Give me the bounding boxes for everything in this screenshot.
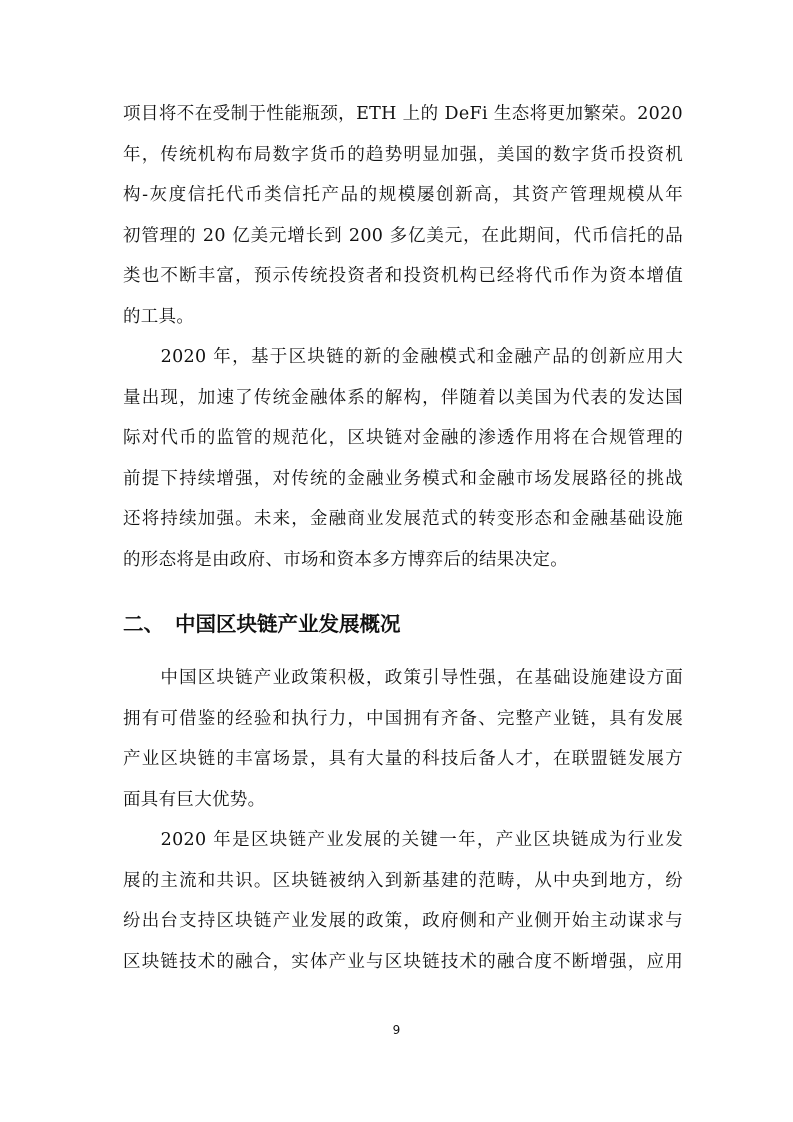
paragraph-line: 还将持续加强。未来，金融商业发展范式的转变形态和金融基础设施 (123, 509, 683, 529)
paragraph-line: 面具有巨大优势。 (123, 789, 266, 810)
section-number: 二、 (123, 612, 164, 636)
paragraph-line: 纷出台支持区块链产业发展的政策，政府侧和产业侧开始主动谋求与 (123, 911, 683, 931)
paragraph-line: 构-灰度信托代币类信托产品的规模屡创新高，其资产管理规模从年 (123, 185, 683, 205)
paragraph-1 (123, 94, 683, 337)
paragraph-line: 区块链技术的融合，实体产业与区块链技术的融合度不断增强，应用 (123, 951, 683, 972)
paragraph-line: 前提下持续增强，对传统的金融业务模式和金融市场发展路径的挑战 (123, 468, 683, 489)
paragraph-line: 年，传统机构布局数字货币的趋势明显加强，美国的数字货币投资机 (123, 144, 683, 165)
paragraph-3 (123, 658, 683, 820)
section-title: 中国区块链产业发展概况 (175, 612, 401, 636)
paragraph-line: 2020 年是区块链产业发展的关键一年，产业区块链成为行业发 (123, 830, 683, 850)
paragraph-line: 产业区块链的丰富场景，具有大量的科技后备人才，在联盟链发展方 (123, 749, 683, 769)
paragraph-2 (123, 337, 683, 580)
paragraph-4 (123, 820, 683, 982)
paragraph-line: 际对代币的监管的规范化，区块链对金融的渗透作用将在合规管理的 (123, 428, 683, 448)
page-number: 9 (392, 1023, 401, 1037)
section-heading (123, 610, 401, 638)
paragraph-line: 中国区块链产业政策积极，政策引导性强，在基础设施建设方面 (123, 668, 683, 688)
paragraph-line: 拥有可借鉴的经验和执行力，中国拥有齐备、完整产业链，具有发展 (123, 708, 683, 729)
paragraph-line: 类也不断丰富，预示传统投资者和投资机构已经将代币作为资本增值 (123, 266, 683, 286)
paragraph-line: 展的主流和共识。区块链被纳入到新基建的范畴，从中央到地方，纷 (123, 870, 683, 891)
paragraph-line: 初管理的 20 亿美元增长到 200 多亿美元，在此期间，代币信托的品 (123, 225, 683, 246)
paragraph-line: 的形态将是由政府、市场和资本多方博弈后的结果决定。 (123, 549, 568, 570)
paragraph-line: 项目将不在受制于性能瓶颈，ETH 上的 DeFi 生态将更加繁荣。2020 (123, 104, 683, 124)
paragraph-line: 的工具。 (123, 306, 195, 327)
paragraph-line: 2020 年，基于区块链的新的金融模式和金融产品的创新应用大 (123, 347, 683, 367)
paragraph-line: 量出现，加速了传统金融体系的解构，伴随着以美国为代表的发达国 (123, 387, 683, 408)
